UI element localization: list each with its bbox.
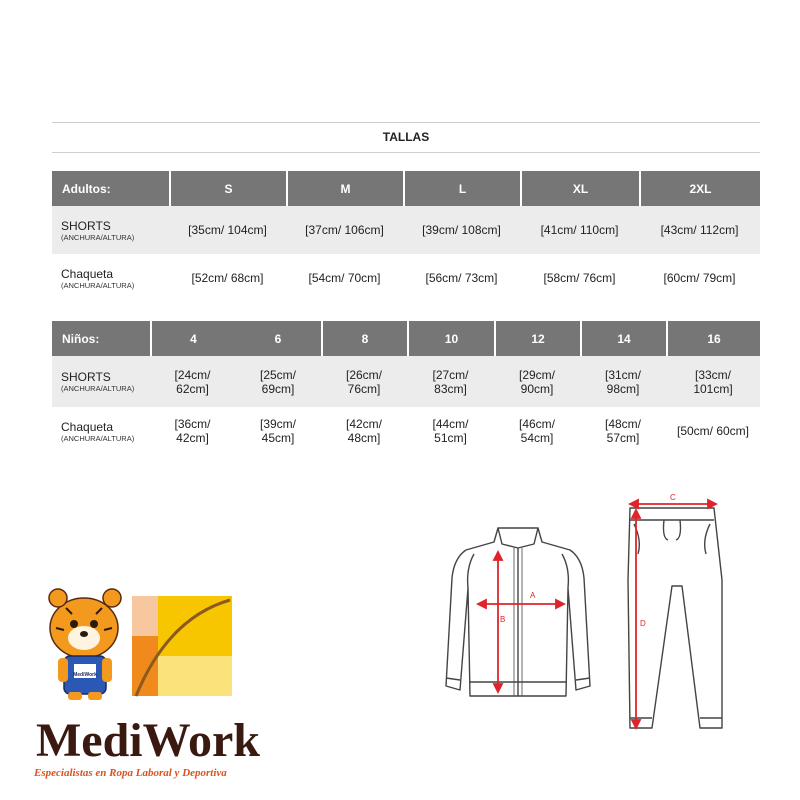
adults-header-label: Adultos: — [52, 171, 169, 206]
size-cell-line: [24cm/ — [174, 367, 211, 382]
size-cell-line: 83cm] — [434, 381, 467, 396]
size-cell-line: [31cm/ — [604, 367, 641, 382]
adults-header-size: M — [286, 171, 403, 206]
size-cell — [666, 356, 760, 407]
tiger-mascot-icon — [49, 589, 121, 700]
row-label-shorts — [52, 206, 169, 254]
size-cell-line: 42cm] — [176, 431, 209, 445]
page-title: TALLAS — [382, 130, 430, 144]
size-cell-line: 69cm] — [261, 381, 295, 396]
size-cell — [235, 356, 321, 407]
size-cell-line: 62cm] — [176, 381, 209, 396]
size-cell: [56cm/ 73cm] — [425, 271, 498, 285]
top-rule — [52, 122, 760, 123]
row-label-main: SHORTS — [61, 218, 111, 233]
row-label-main: SHORTS — [61, 370, 111, 384]
brand-tagline: Especialistas en Ropa Laboral y Deportiva — [34, 767, 227, 779]
kids-header-label: Niños: — [52, 321, 150, 356]
size-cell — [666, 407, 760, 455]
kids-header-size: 6 — [235, 321, 321, 356]
size-cell — [321, 407, 407, 455]
size-cell — [407, 356, 494, 407]
size-cell-line: 45cm] — [261, 431, 295, 445]
kids-size-table — [52, 321, 760, 455]
size-cell — [580, 407, 666, 455]
size-cell-line: 51cm] — [434, 431, 467, 445]
jacket-label-b: B — [500, 615, 506, 624]
size-cell — [150, 407, 235, 455]
size-cell: [39cm/ 108cm] — [403, 206, 520, 254]
row-label-sub: (ANCHURA/ALTURA) — [61, 384, 135, 393]
size-cell-line: [42cm/ — [345, 417, 382, 431]
size-cell-line: [39cm/ — [259, 417, 296, 431]
adults-header-size: 2XL — [639, 171, 760, 206]
kids-header-size: 16 — [666, 321, 760, 356]
size-cell-line: 57cm] — [606, 431, 640, 445]
size-cell: [43cm/ 112cm] — [639, 206, 760, 254]
kids-header-size: 10 — [407, 321, 494, 356]
row-label-main: Chaqueta — [61, 419, 114, 434]
size-cell-line: [44cm/ — [432, 417, 469, 431]
row-label-main: Chaqueta — [61, 266, 114, 281]
size-cell: [60cm/ 79cm] — [663, 271, 736, 285]
row-label-sub: (ANCHURA/ALTURA) — [61, 433, 135, 443]
size-cell: [58cm/ 76cm] — [543, 271, 616, 285]
title-rule — [52, 152, 760, 153]
size-cell-line: 76cm] — [347, 381, 381, 396]
adults-header-size: XL — [520, 171, 639, 206]
jacket-label-a: A — [530, 591, 536, 600]
size-cell-line: 54cm] — [520, 431, 554, 445]
row-label-sub: (ANCHURA/ALTURA) — [61, 232, 135, 242]
adults-header-size: L — [403, 171, 520, 206]
size-cell: [37cm/ 106cm] — [286, 206, 403, 254]
kids-header-size: 12 — [494, 321, 580, 356]
size-cell: [35cm/ 104cm] — [169, 206, 286, 254]
size-cell — [235, 407, 321, 455]
size-cell — [150, 356, 235, 407]
size-cell — [580, 356, 666, 407]
size-cell — [494, 407, 580, 455]
jacket-diagram — [430, 518, 600, 708]
pants-label-d: D — [640, 619, 646, 628]
kids-header-size: 8 — [321, 321, 407, 356]
kids-header-size: 14 — [580, 321, 666, 356]
brand-name: MediWork — [36, 714, 260, 767]
size-cell-line: [50cm/ 60cm] — [676, 424, 750, 438]
adults-header-size: S — [169, 171, 286, 206]
size-cell-line: [33cm/ — [694, 367, 731, 382]
size-cell: [54cm/ 70cm] — [308, 271, 381, 285]
size-cell: [41cm/ 110cm] — [520, 206, 639, 254]
size-cell-line: 101cm] — [693, 381, 733, 396]
size-cell-line: [36cm/ — [174, 417, 211, 431]
mediwork-logo — [28, 578, 308, 790]
size-cell-line: [48cm/ — [604, 417, 641, 431]
size-cell: [52cm/ 68cm] — [191, 271, 264, 285]
size-cell-line: 48cm] — [347, 431, 381, 445]
row-label-sub: (ANCHURA/ALTURA) — [61, 280, 135, 290]
pants-diagram — [612, 490, 732, 740]
row-label-chaqueta — [52, 254, 169, 302]
mascot-badge-text: MediWork — [73, 672, 97, 678]
row-label-chaqueta — [52, 407, 150, 455]
kids-header-size: 4 — [150, 321, 235, 356]
row-label-shorts — [52, 356, 150, 407]
size-cell — [321, 356, 407, 407]
size-cell — [494, 356, 580, 407]
size-cell-line: [46cm/ — [518, 417, 555, 431]
adults-size-table — [52, 171, 760, 302]
pants-label-c: C — [670, 493, 676, 502]
size-cell — [407, 407, 494, 455]
size-cell-line: [29cm/ — [518, 367, 555, 382]
size-cell-line: 98cm] — [606, 381, 640, 396]
size-cell-line: 90cm] — [520, 381, 554, 396]
size-cell-line: [27cm/ — [432, 367, 469, 382]
size-cell-line: [25cm/ — [259, 367, 296, 382]
size-cell-line: [26cm/ — [345, 367, 382, 382]
